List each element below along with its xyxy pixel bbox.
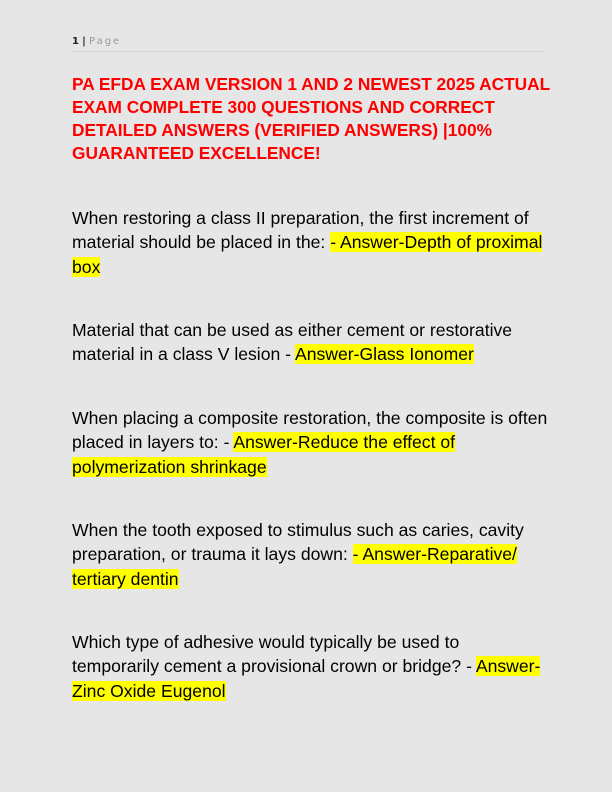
qa-item (72, 518, 550, 591)
document-title: PA EFDA EXAM VERSION 1 AND 2 NEWEST 2025 ACTUAL EXAM COMPLETE 300 QUESTIONS AND CORRECT DETAILED ANSWERS (VERIFIED ANSWERS) |100% GUARANTEED EXCELLENCE! (72, 74, 550, 163)
qa-item (72, 406, 550, 479)
page-number: 1 (72, 36, 79, 47)
answer-text: - Answer-Reparative/ tertiary dentin (72, 544, 517, 589)
question-text: When placing a composite restoration, the composite is often placed in layers to: - (72, 408, 548, 453)
page-label: Page (89, 36, 122, 47)
question-text: When restoring a class II preparation, the first increment of material should be placed in the: (72, 208, 529, 253)
qa-item (72, 206, 550, 279)
page-header (72, 36, 544, 52)
answer-text: Answer-Reduce the effect of polymerization shrinkage (72, 432, 456, 477)
answer-text: - Answer-Depth of proximal box (72, 232, 543, 277)
page-separator: | (82, 36, 86, 47)
question-text: Which type of adhesive would typically be used to temporarily cement a provisional crown or bridge? - (72, 632, 476, 677)
answer-text: Answer-Zinc Oxide Eugenol (72, 656, 541, 701)
question-text: When the tooth exposed to stimulus such as caries, cavity preparation, or trauma it lays down: (72, 520, 524, 565)
qa-item (72, 630, 550, 703)
question-text: Material that can be used as either cement or restorative material in a class V lesion - (72, 320, 513, 365)
qa-item (72, 318, 550, 367)
answer-text: Answer-Glass Ionomer (294, 344, 474, 365)
